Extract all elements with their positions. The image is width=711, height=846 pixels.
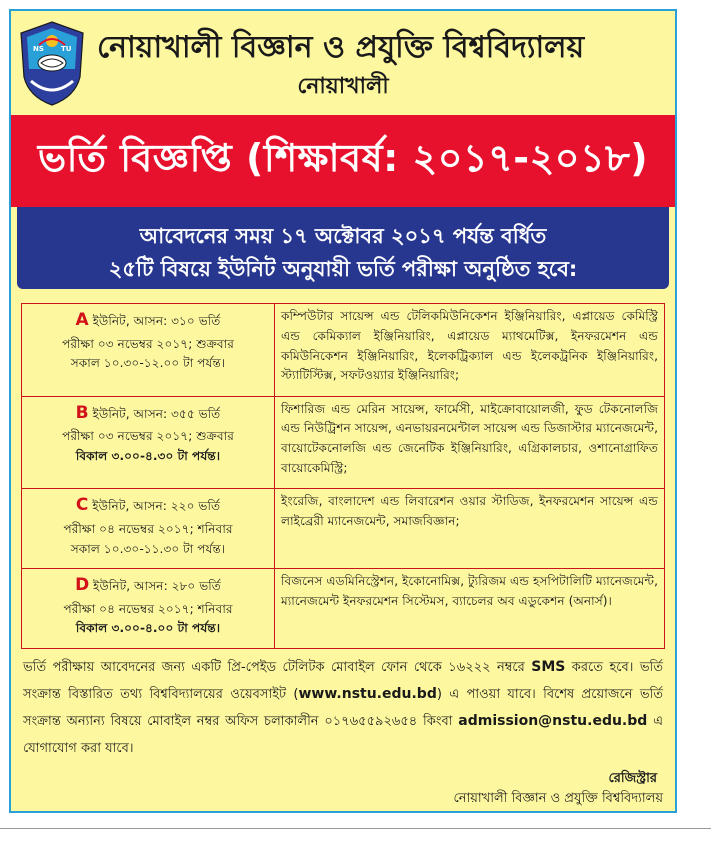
instructions-text-3: ) এ পাওয়া যাবে। বিশেষ প্রয়োজনে ভর্তি সংক্রান্ত অন্যান্য বিষয়ে মোবাইল নম্বর অফিস চলাকালীন ০১৭৬৫৫৯২৬৫৪ কিংবা: [23, 687, 663, 729]
table-row: [22, 569, 665, 649]
unit-seats: ইউনিট, আসন: ২৮০ ভর্তি: [89, 579, 221, 594]
sms-keyword: SMS: [531, 659, 566, 675]
unit-time: বিকাল ৩.০০-৪.০০ টা পর্যন্ত।: [75, 621, 221, 636]
university-location: নোয়াখালী: [297, 74, 389, 99]
subjects-cell: বিজনেস এডমিনিস্ট্রেশন, ইকোনোমিক্স, ট্যুরিজম এন্ড হসপিটালিটি ম্যানেজমেন্ট, ম্যানেজমেন্ট ইনফরমেশন সিস্টেমস, ব্যাচেলর অব এডুকেশন (অনার্স)।: [275, 569, 665, 649]
unit-time: সকাল ১০.৩০-১২.০০ টা পর্যন্ত।: [70, 356, 226, 371]
announcement-line-2: ২৫টি বিষয়ে ইউনিট অনুযায়ী ভর্তি পরীক্ষা অনুষ্ঠিত হবে:: [108, 257, 578, 281]
unit-date: পরীক্ষা ০৪ নভেম্বর ২০১৭; শনিবার: [63, 521, 233, 536]
header: [11, 11, 675, 119]
unit-letter: B: [75, 402, 89, 423]
table-row: [22, 304, 665, 397]
instructions-text-2: করতে হবে। ভর্তি সংক্রান্ত বিস্তারিত তথ্য বিশ্ববিদ্যালয়ের ওয়েবসাইট (: [23, 660, 663, 702]
instructions-text-4: এ যোগাযোগ করা যাবে।: [23, 714, 663, 756]
units-table: [21, 303, 665, 649]
email-link[interactable]: admission@nstu.edu.bd: [458, 713, 648, 729]
instructions-text-1: ভর্তি পরীক্ষায় আবেদনের জন্য একটি প্রি-পেইড টেলিটক মোবাইল ফোন থেকে ১৬২২২ নম্বরে: [23, 660, 532, 675]
unit-cell: [22, 569, 275, 649]
unit-date: পরীক্ষা ০৩ নভেম্বর ২০১৭; শুক্রবার: [62, 336, 234, 351]
logo-badge-ns: NS: [33, 45, 44, 53]
unit-time: বিকাল ৩.০০-৪.৩০ টা পর্যন্ত।: [75, 449, 221, 463]
unit-seats: ইউনিট, আসন: ৩৫৫ ভর্তি: [88, 406, 221, 421]
unit-letter: C: [75, 495, 89, 516]
unit-date: পরীক্ষা ০৪ নভেম্বর ২০১৭; শনিবার: [63, 601, 233, 616]
subjects-cell: ইংরেজি, বাংলাদেশ এন্ড লিবারেশন ওয়ার স্টাডিজ, ইনফরমেশন সায়েন্স এন্ড লাইব্রেরী ম্যানেজমেন্ট, সমাজবিজ্ঞান;: [275, 489, 665, 569]
unit-cell: [22, 304, 275, 397]
table-row: [22, 489, 665, 569]
website-link[interactable]: www.nstu.edu.bd: [298, 686, 437, 702]
unit-letter: D: [75, 575, 90, 596]
instructions-paragraph: [23, 654, 663, 762]
unit-time: সকাল ১০.৩০-১১.৩০ টা পর্যন্ত।: [70, 541, 226, 556]
units-table-wrap: [21, 303, 665, 649]
unit-seats: ইউনিট, আসন: ২২০ ভর্তি: [88, 499, 221, 514]
notice-frame: [9, 9, 677, 813]
unit-date: পরীক্ষা ০৩ নভেম্বর ২০১৭; শুক্রবার: [62, 429, 234, 444]
unit-letter: A: [75, 310, 89, 330]
subjects-cell: কম্পিউটার সায়েন্স এন্ড টেলিকমিউনিকেশন ইঞ্জিনিয়ারিং, এপ্লায়েড কেমিস্ট্রি এন্ড কেমিক্যাল ইঞ্জিনিয়ারিং, এপ্লায়েড ম্যাথমেটিক্স, ইনফরমেশন এন্ড কমিউনিকেশন ইঞ্জিনিয়ারিং, ইলেকট্রিক্যাল এন্ড ইলেকট্রনিক ইঞ্জিনিয়ারিং, স্ট্যাটিস্টিক্স, সফটওয়্যার ইঞ্জিনিয়ারিং;: [275, 304, 665, 397]
footer-divider: [0, 828, 711, 829]
table-row: [22, 396, 665, 489]
signature-title: রেজিস্ট্রার: [608, 771, 657, 786]
university-name: নোয়াখালী বিজ্ঞান ও প্রযুক্তি বিশ্ববিদ্যালয়: [97, 30, 585, 65]
unit-cell: [22, 396, 275, 489]
unit-seats: ইউনিট, আসন: ৩১০ ভর্তি: [88, 314, 221, 328]
subjects-cell: ফিশারিজ এন্ড মেরিন সায়েন্স, ফার্মেসী, মাইক্রোবায়োলজী, ফুড টেকনোলজি এন্ড নিউট্রিশন সায়েন্স, এনভায়রনমেন্টাল সায়েন্স এন্ড ডিজাস্টার ম্যানেজমেন্ট, বায়োটেকনোলজি এন্ড জেনেটিক ইঞ্জিনিয়ারিং, এগ্রিকালচার, ওশানোগ্রাফিত বায়োকেমিস্ট্রি;: [275, 396, 665, 489]
signature-org: নোয়াখালী বিজ্ঞান ও প্রযুক্তি বিশ্ববিদ্যালয়: [453, 791, 663, 806]
unit-cell: [22, 489, 275, 569]
announcement-line-1: আবেদনের সময় ১৭ অক্টোবর ২০১৭ পর্যন্ত বর্ধিত: [139, 224, 547, 248]
logo-badge-tu: TU: [61, 45, 72, 53]
notice-title: ভর্তি বিজ্ঞপ্তি (শিক্ষাবর্ষ: ২০১৭-২০১৮): [37, 136, 649, 180]
